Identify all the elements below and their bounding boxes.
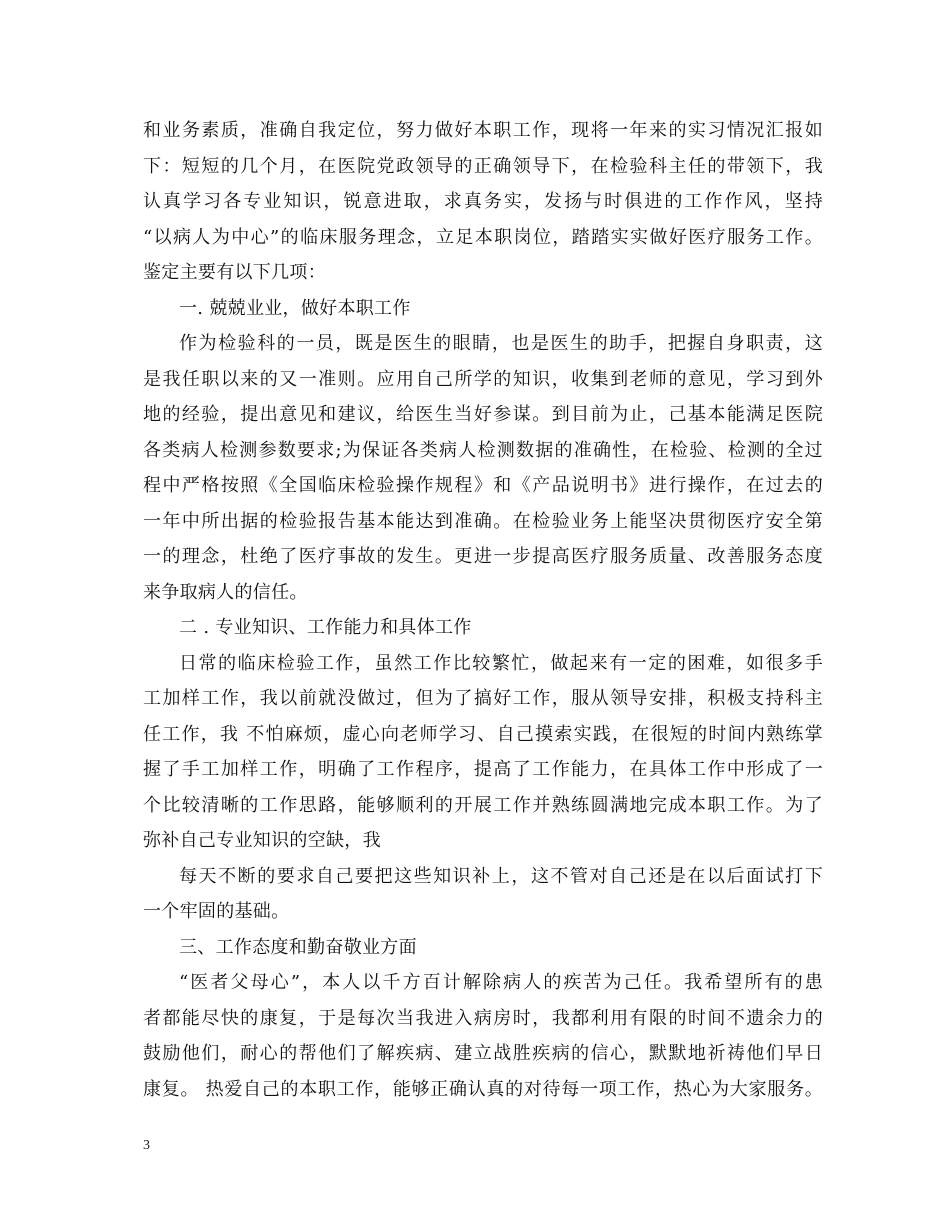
text-line: 一个牢固的基础。: [143, 901, 290, 922]
document-body: [143, 113, 823, 1107]
text-line: 一年中所出据的检验报告基本能达到准确。在检验业务上能坚决贯彻医疗安全第: [143, 510, 823, 532]
text-line: 者都能尽快的康复，于是每次当我进入病房时，我都利用有限的时间不遗余力的: [143, 1007, 823, 1029]
text-line: 鉴定主要有以下几项：: [143, 262, 326, 283]
text-line: 个比较清晰的工作思路，能够顺利的开展工作并熟练圆满地完成本职工作。为了: [143, 794, 823, 816]
text-line: 二 . 专业知识、工作能力和具体工作: [179, 617, 472, 638]
text-line: 任工作，我 不怕麻烦，虚心向老师学习、自己摸索实践，在很短的时间内熟练掌: [143, 723, 823, 745]
text-line: 三、工作态度和勤奋敬业方面: [179, 936, 417, 958]
text-line: 握了手工加样工作，明确了工作程序，提高了工作能力，在具体工作中形成了一: [143, 759, 823, 780]
text-line: 日常的临床检验工作，虽然工作比较繁忙，做起来有一定的困难，如很多手: [179, 652, 823, 674]
text-line: 来争取病人的信任。: [143, 581, 308, 603]
text-line: 一. 兢兢业业，做好本职工作: [179, 297, 411, 319]
text-line: 是我任职以来的又一准则。应用自己所学的知识，收集到老师的意见，学习到外: [143, 368, 823, 390]
text-line: 作为检验科的一员，既是医生的眼睛，也是医生的助手，把握自身职责，这: [179, 333, 823, 354]
text-line: 和业务素质，准确自我定位，努力做好本职工作，现将一年来的实习情况汇报如: [143, 120, 823, 141]
text-line: 鼓励他们，耐心的帮他们了解疾病、建立战胜疾病的信心，默默地祈祷他们早日: [143, 1043, 823, 1064]
text-line: 工加样工作，我以前就没做过，但为了搞好工作，服从领导安排，积极支持科主: [143, 688, 823, 709]
text-line: 下：短短的几个月，在医院党政领导的正确领导下，在检验科主任的带领下，我: [143, 155, 823, 177]
text-line: 认真学习各专业知识，锐意进取，求真务实，发扬与时俱进的工作作风，坚持: [143, 191, 823, 212]
text-line: 地的经验，提出意见和建议，给医生当好参谋。到目前为止，己基本能满足医院: [143, 404, 823, 425]
text-line: “以病人为中心”的临床服务理念，立足本职岗位，踏踏实实做好医疗服务工作。: [143, 226, 823, 248]
text-line: “医者父母心”，本人以千方百计解除病人的疾苦为己任。我希望所有的患: [179, 972, 823, 993]
text-line: 弥补自己专业知识的空缺，我: [143, 830, 381, 851]
text-line: 康复。 热爱自己的本职工作，能够正确认真的对待每一项工作，热心为大家服务。: [143, 1078, 823, 1100]
text-line: 一的理念，杜绝了医疗事故的发生。更进一步提高医疗服务质量、改善服务态度: [143, 546, 823, 567]
text-line: 各类病人检测参数要求;为保证各类病人检测数据的准确性，在检验、检测的全过: [143, 439, 823, 461]
page-number: 3: [143, 1138, 150, 1153]
text-line: 程中严格按照《全国临床检验操作规程》和《产品说明书》进行操作，在过去的: [143, 475, 823, 496]
text-line: 每天不断的要求自己要把这些知识补上，这不管对自己还是在以后面试打下: [179, 865, 823, 887]
